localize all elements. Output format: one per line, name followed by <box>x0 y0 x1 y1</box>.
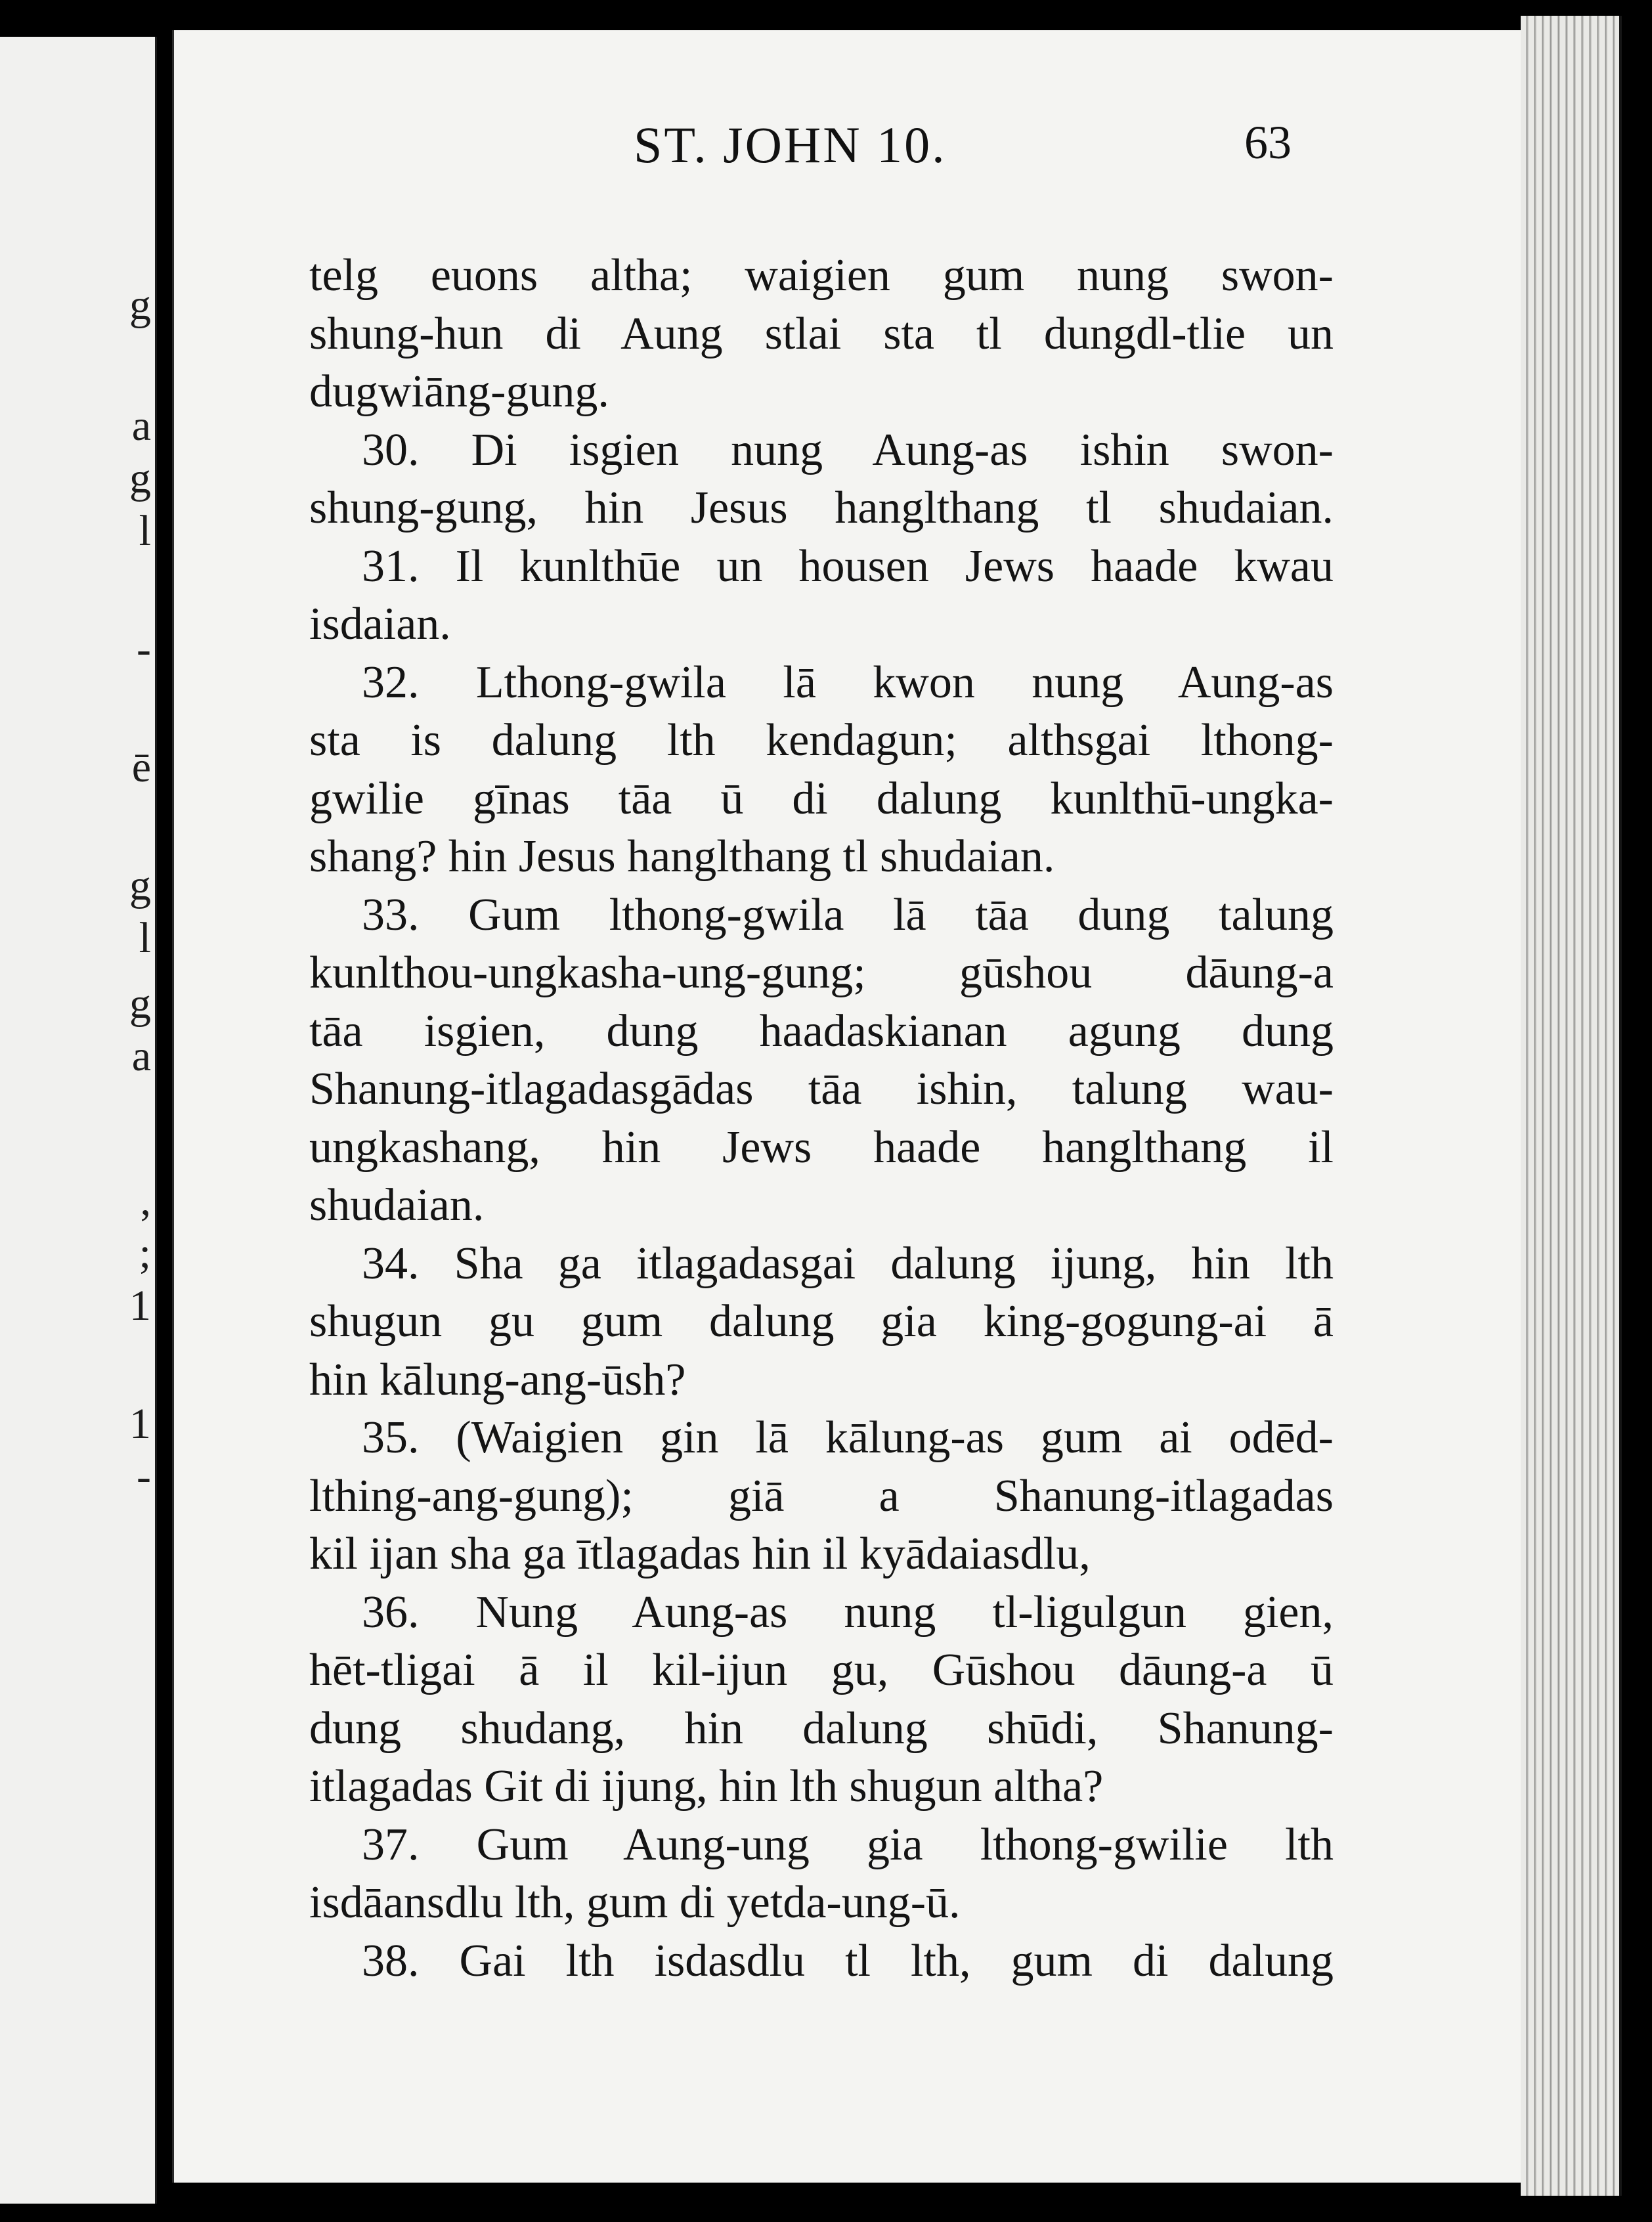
text-line: hēt-tligai ā il kil-ijun gu, Gūshou dāung-a ū <box>309 1645 1334 1695</box>
text-line: shang? hin Jesus hanglthang tl shudaian. <box>309 831 1055 882</box>
text-line: dugwiāng-gung. <box>309 366 609 417</box>
text-line: gwilie gīnas tāa ū di dalung kunlthū-ungka- <box>309 773 1334 824</box>
left-fragment: - <box>137 1452 151 1500</box>
book-page <box>172 30 1523 2183</box>
text-line: dung shudang, hin dalung shūdi, Shanung- <box>309 1703 1334 1754</box>
text-line: isdāansdlu lth, gum di yetda-ung-ū. <box>309 1877 961 1928</box>
text-line: tāa isgien, dung haadaskianan agung dung <box>309 1005 1334 1057</box>
left-fragment: g <box>129 281 151 329</box>
left-fragment: 1 <box>129 1282 151 1330</box>
verse-line: 38. Gai lth isdasdlu tl lth, gum di dalung <box>362 1935 1334 1986</box>
running-head-title: ST. JOHN 10. <box>634 116 947 173</box>
left-fragment: - <box>137 625 151 673</box>
text-line: sta is dalung lth kendagun; althsgai lthong- <box>309 715 1334 766</box>
left-fragment: g <box>129 980 151 1028</box>
left-fragment: l <box>139 507 151 555</box>
page-block-edge <box>1521 16 1622 2196</box>
text-line: hin kālung-ang-ūsh? <box>309 1354 686 1405</box>
text-line: shudaian. <box>309 1180 485 1231</box>
verse-line: 36. Nung Aung-as nung tl-ligulgun gien, <box>362 1586 1334 1638</box>
page-number: 63 <box>1244 116 1292 169</box>
text-line: shung-hun di Aung stlai sta tl dungdl-tlie un <box>309 308 1334 359</box>
left-fragment: g <box>129 861 151 909</box>
text-line: kil ijan sha ga ītlagadas hin il kyādaiasdlu, <box>309 1529 1091 1579</box>
left-fragment: ; <box>139 1229 151 1277</box>
body-text <box>309 247 1334 1990</box>
verse-line: 35. (Waigien gin lā kālung-as gum ai odēd- <box>362 1412 1334 1463</box>
text-line: kunlthou-ungkasha-ung-gung; gūshou dāung-a <box>309 948 1334 998</box>
verse-line: 33. Gum lthong-gwila lā tāa dung talung <box>362 889 1334 940</box>
verse-line: 34. Sha ga itlagadasgai dalung ijung, hin lth <box>362 1238 1334 1289</box>
left-fragment: 1 <box>129 1400 151 1448</box>
left-fragment: g <box>129 454 151 502</box>
text-line: isdaian. <box>309 599 451 649</box>
left-fragment: a <box>131 1032 151 1080</box>
verse-line: 32. Lthong-gwila lā kwon nung Aung-as <box>362 657 1334 708</box>
text-line: shung-gung, hin Jesus hanglthang tl shudaian. <box>309 483 1334 533</box>
text-line: Shanung-itlagadasgādas tāa ishin, talung wau- <box>309 1064 1334 1114</box>
left-fragment: l <box>139 914 151 962</box>
verse-line: 37. Gum Aung-ung gia lthong-gwilie lth <box>362 1819 1334 1870</box>
facing-page-fragment <box>0 37 157 2204</box>
left-fragment: ē <box>131 743 151 791</box>
running-head <box>174 116 1523 188</box>
verse-line: 31. Il kunlthūe un housen Jews haade kwau <box>362 540 1334 592</box>
text-line: itlagadas Git di ijung, hin lth shugun altha? <box>309 1761 1104 1812</box>
text-line: lthing-ang-gung); giā a Shanung-itlagadas <box>309 1470 1334 1521</box>
text-line: shugun gu gum dalung gia king-gogung-ai ā <box>309 1296 1334 1347</box>
left-fragment: a <box>131 402 151 450</box>
left-fragment: , <box>140 1177 151 1225</box>
text-line: telg euons altha; waigien gum nung swon- <box>309 250 1334 301</box>
text-line: ungkashang, hin Jews haade hanglthang il <box>309 1122 1334 1173</box>
verse-line: 30. Di isgien nung Aung-as ishin swon- <box>362 424 1334 475</box>
